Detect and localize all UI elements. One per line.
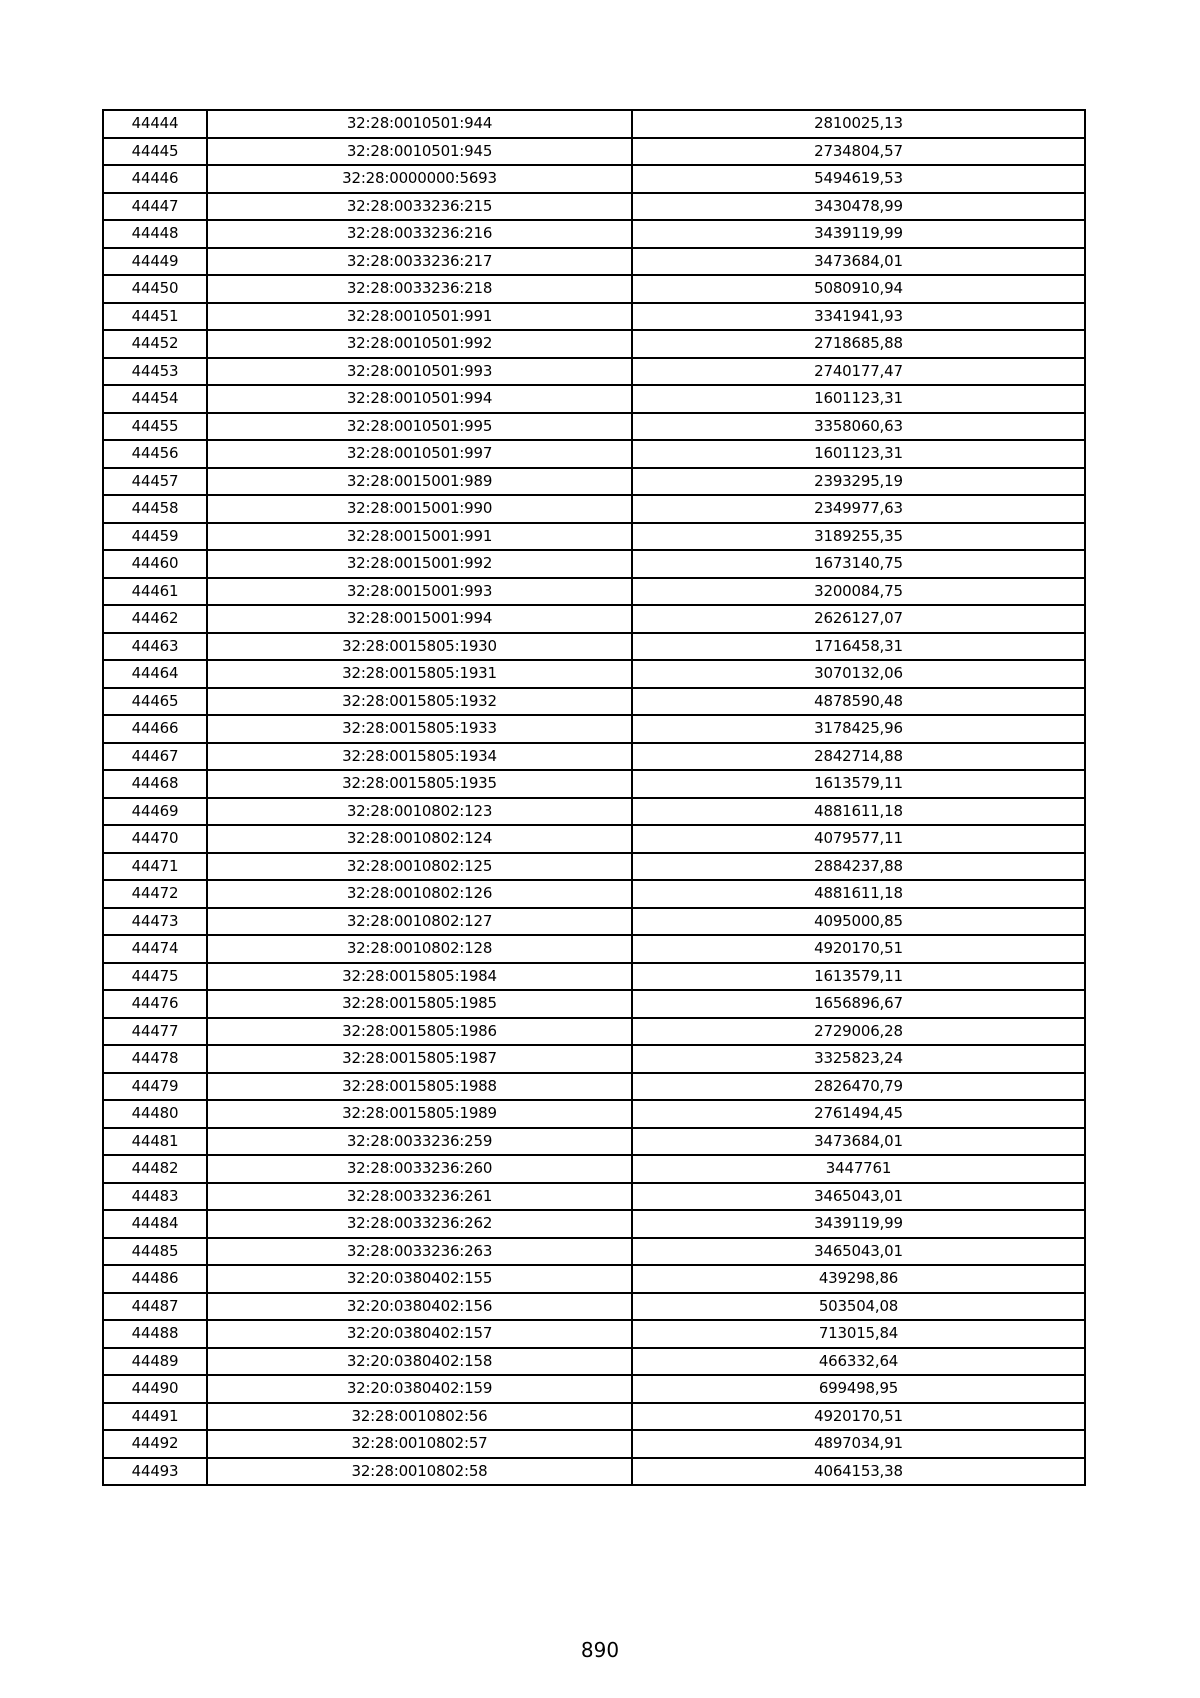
row-number-cell: 44464	[103, 660, 207, 688]
cadastral-value-cell: 1601123,31	[632, 440, 1085, 468]
table-row	[103, 743, 1085, 771]
cadastral-number-cell: 32:28:0015001:994	[207, 605, 632, 633]
table-row	[103, 1375, 1085, 1403]
cadastral-number-cell: 32:20:0380402:159	[207, 1375, 632, 1403]
cadastral-value-cell: 5494619,53	[632, 165, 1085, 193]
row-number-cell: 44466	[103, 715, 207, 743]
cadastral-number-cell: 32:28:0010501:994	[207, 385, 632, 413]
cadastral-number-cell: 32:28:0010501:944	[207, 110, 632, 138]
cadastral-value-cell: 2826470,79	[632, 1073, 1085, 1101]
table-row	[103, 110, 1085, 138]
table-row	[103, 880, 1085, 908]
row-number-cell: 44453	[103, 358, 207, 386]
cadastral-value-cell: 1656896,67	[632, 990, 1085, 1018]
cadastral-number-cell: 32:28:0015805:1935	[207, 770, 632, 798]
table-row	[103, 1073, 1085, 1101]
table-row	[103, 358, 1085, 386]
cadastral-value-cell: 5080910,94	[632, 275, 1085, 303]
cadastral-number-cell: 32:28:0033236:263	[207, 1238, 632, 1266]
page-number: 890	[580, 1638, 620, 1662]
cadastral-value-cell: 3473684,01	[632, 248, 1085, 276]
row-number-cell: 44445	[103, 138, 207, 166]
cadastral-value-cell: 3465043,01	[632, 1183, 1085, 1211]
row-number-cell: 44465	[103, 688, 207, 716]
cadastral-number-cell: 32:28:0010802:124	[207, 825, 632, 853]
row-number-cell: 44490	[103, 1375, 207, 1403]
cadastral-number-cell: 32:28:0010802:58	[207, 1458, 632, 1486]
row-number-cell: 44444	[103, 110, 207, 138]
table-row	[103, 523, 1085, 551]
table-row	[103, 1430, 1085, 1458]
row-number-cell: 44475	[103, 963, 207, 991]
cadastral-number-cell: 32:28:0033236:261	[207, 1183, 632, 1211]
cadastral-number-cell: 32:28:0015805:1931	[207, 660, 632, 688]
cadastral-number-cell: 32:28:0010501:991	[207, 303, 632, 331]
cadastral-value-cell: 3465043,01	[632, 1238, 1085, 1266]
row-number-cell: 44457	[103, 468, 207, 496]
table-row	[103, 853, 1085, 881]
table-row	[103, 1265, 1085, 1293]
cadastral-value-cell: 503504,08	[632, 1293, 1085, 1321]
table-row	[103, 468, 1085, 496]
row-number-cell: 44482	[103, 1155, 207, 1183]
row-number-cell: 44487	[103, 1293, 207, 1321]
table-row	[103, 385, 1085, 413]
cadastral-number-cell: 32:20:0380402:158	[207, 1348, 632, 1376]
cadastral-number-cell: 32:28:0010501:993	[207, 358, 632, 386]
cadastral-number-cell: 32:28:0010501:997	[207, 440, 632, 468]
cadastral-value-cell: 1601123,31	[632, 385, 1085, 413]
table-row	[103, 220, 1085, 248]
table-row	[103, 990, 1085, 1018]
cadastral-value-cell: 4920170,51	[632, 935, 1085, 963]
cadastral-value-cell: 2884237,88	[632, 853, 1085, 881]
cadastral-value-cell: 2718685,88	[632, 330, 1085, 358]
table-row	[103, 248, 1085, 276]
table-row	[103, 138, 1085, 166]
table-row	[103, 963, 1085, 991]
table-row	[103, 1155, 1085, 1183]
row-number-cell: 44447	[103, 193, 207, 221]
cadastral-number-cell: 32:28:0010802:127	[207, 908, 632, 936]
table-row	[103, 770, 1085, 798]
table-row	[103, 413, 1085, 441]
cadastral-number-cell: 32:28:0010501:945	[207, 138, 632, 166]
row-number-cell: 44469	[103, 798, 207, 826]
cadastral-number-cell: 32:28:0015805:1930	[207, 633, 632, 661]
row-number-cell: 44481	[103, 1128, 207, 1156]
row-number-cell: 44480	[103, 1100, 207, 1128]
cadastral-number-cell: 32:28:0010802:56	[207, 1403, 632, 1431]
cadastral-value-table	[102, 109, 1086, 1486]
row-number-cell: 44470	[103, 825, 207, 853]
cadastral-value-cell: 1673140,75	[632, 550, 1085, 578]
table-row	[103, 715, 1085, 743]
table-row	[103, 440, 1085, 468]
cadastral-number-cell: 32:28:0033236:260	[207, 1155, 632, 1183]
cadastral-value-cell: 3430478,99	[632, 193, 1085, 221]
row-number-cell: 44459	[103, 523, 207, 551]
table-row	[103, 1210, 1085, 1238]
row-number-cell: 44479	[103, 1073, 207, 1101]
cadastral-value-cell: 3189255,35	[632, 523, 1085, 551]
table-row	[103, 688, 1085, 716]
cadastral-number-cell: 32:28:0010802:126	[207, 880, 632, 908]
row-number-cell: 44488	[103, 1320, 207, 1348]
cadastral-value-cell: 2393295,19	[632, 468, 1085, 496]
row-number-cell: 44473	[103, 908, 207, 936]
cadastral-number-cell: 32:28:0015805:1933	[207, 715, 632, 743]
table-row	[103, 1293, 1085, 1321]
cadastral-number-cell: 32:28:0010802:125	[207, 853, 632, 881]
cadastral-number-cell: 32:28:0015001:993	[207, 578, 632, 606]
table-row	[103, 193, 1085, 221]
row-number-cell: 44463	[103, 633, 207, 661]
cadastral-value-cell: 2734804,57	[632, 138, 1085, 166]
cadastral-value-cell: 3358060,63	[632, 413, 1085, 441]
cadastral-value-cell: 3070132,06	[632, 660, 1085, 688]
cadastral-value-cell: 2842714,88	[632, 743, 1085, 771]
cadastral-value-cell: 3325823,24	[632, 1045, 1085, 1073]
cadastral-value-cell: 3473684,01	[632, 1128, 1085, 1156]
table-body	[103, 110, 1085, 1485]
row-number-cell: 44485	[103, 1238, 207, 1266]
table-row	[103, 1183, 1085, 1211]
row-number-cell: 44489	[103, 1348, 207, 1376]
table-row	[103, 1100, 1085, 1128]
row-number-cell: 44477	[103, 1018, 207, 1046]
cadastral-number-cell: 32:28:0015805:1934	[207, 743, 632, 771]
cadastral-number-cell: 32:28:0000000:5693	[207, 165, 632, 193]
cadastral-number-cell: 32:20:0380402:156	[207, 1293, 632, 1321]
cadastral-number-cell: 32:28:0010802:128	[207, 935, 632, 963]
table-row	[103, 798, 1085, 826]
cadastral-value-cell: 3200084,75	[632, 578, 1085, 606]
cadastral-value-cell: 4897034,91	[632, 1430, 1085, 1458]
table-row	[103, 908, 1085, 936]
cadastral-value-cell: 1613579,11	[632, 770, 1085, 798]
cadastral-value-cell: 4881611,18	[632, 880, 1085, 908]
row-number-cell: 44493	[103, 1458, 207, 1486]
cadastral-number-cell: 32:28:0010802:123	[207, 798, 632, 826]
table-row	[103, 330, 1085, 358]
row-number-cell: 44476	[103, 990, 207, 1018]
cadastral-number-cell: 32:28:0033236:262	[207, 1210, 632, 1238]
cadastral-value-cell: 2810025,13	[632, 110, 1085, 138]
row-number-cell: 44483	[103, 1183, 207, 1211]
cadastral-number-cell: 32:28:0015805:1988	[207, 1073, 632, 1101]
cadastral-number-cell: 32:28:0015001:990	[207, 495, 632, 523]
cadastral-value-cell: 4095000,85	[632, 908, 1085, 936]
table-row	[103, 1045, 1085, 1073]
table-row	[103, 550, 1085, 578]
cadastral-number-cell: 32:28:0015001:992	[207, 550, 632, 578]
cadastral-value-cell: 3178425,96	[632, 715, 1085, 743]
row-number-cell: 44446	[103, 165, 207, 193]
cadastral-number-cell: 32:28:0033236:218	[207, 275, 632, 303]
table-row	[103, 275, 1085, 303]
row-number-cell: 44492	[103, 1430, 207, 1458]
row-number-cell: 44448	[103, 220, 207, 248]
table-row	[103, 303, 1085, 331]
cadastral-value-cell: 466332,64	[632, 1348, 1085, 1376]
cadastral-number-cell: 32:28:0033236:215	[207, 193, 632, 221]
cadastral-value-cell: 3439119,99	[632, 1210, 1085, 1238]
cadastral-number-cell: 32:28:0010501:995	[207, 413, 632, 441]
cadastral-number-cell: 32:28:0015805:1987	[207, 1045, 632, 1073]
cadastral-number-cell: 32:28:0033236:217	[207, 248, 632, 276]
row-number-cell: 44462	[103, 605, 207, 633]
cadastral-number-cell: 32:28:0033236:259	[207, 1128, 632, 1156]
row-number-cell: 44484	[103, 1210, 207, 1238]
cadastral-value-cell: 4064153,38	[632, 1458, 1085, 1486]
cadastral-value-cell: 4079577,11	[632, 825, 1085, 853]
row-number-cell: 44467	[103, 743, 207, 771]
cadastral-value-cell: 2740177,47	[632, 358, 1085, 386]
cadastral-number-cell: 32:28:0015001:991	[207, 523, 632, 551]
cadastral-value-cell: 3341941,93	[632, 303, 1085, 331]
cadastral-value-cell: 4878590,48	[632, 688, 1085, 716]
cadastral-value-cell: 4881611,18	[632, 798, 1085, 826]
cadastral-value-cell: 2626127,07	[632, 605, 1085, 633]
table-row	[103, 1348, 1085, 1376]
cadastral-number-cell: 32:28:0015805:1984	[207, 963, 632, 991]
table-row	[103, 1458, 1085, 1486]
table-row	[103, 1238, 1085, 1266]
cadastral-value-cell: 2761494,45	[632, 1100, 1085, 1128]
cadastral-value-cell: 1716458,31	[632, 633, 1085, 661]
cadastral-number-cell: 32:28:0015805:1989	[207, 1100, 632, 1128]
row-number-cell: 44472	[103, 880, 207, 908]
cadastral-number-cell: 32:20:0380402:155	[207, 1265, 632, 1293]
cadastral-number-cell: 32:28:0015805:1986	[207, 1018, 632, 1046]
table-row	[103, 1403, 1085, 1431]
row-number-cell: 44450	[103, 275, 207, 303]
cadastral-value-cell: 3447761	[632, 1155, 1085, 1183]
table-row	[103, 495, 1085, 523]
table-row	[103, 660, 1085, 688]
cadastral-value-cell: 699498,95	[632, 1375, 1085, 1403]
row-number-cell: 44491	[103, 1403, 207, 1431]
row-number-cell: 44486	[103, 1265, 207, 1293]
table-row	[103, 1018, 1085, 1046]
row-number-cell: 44478	[103, 1045, 207, 1073]
table-row	[103, 1320, 1085, 1348]
cadastral-number-cell: 32:28:0015805:1932	[207, 688, 632, 716]
table-row	[103, 578, 1085, 606]
cadastral-value-cell: 4920170,51	[632, 1403, 1085, 1431]
cadastral-number-cell: 32:28:0033236:216	[207, 220, 632, 248]
cadastral-number-cell: 32:28:0015805:1985	[207, 990, 632, 1018]
row-number-cell: 44451	[103, 303, 207, 331]
cadastral-value-cell: 439298,86	[632, 1265, 1085, 1293]
cadastral-value-cell: 3439119,99	[632, 220, 1085, 248]
row-number-cell: 44456	[103, 440, 207, 468]
row-number-cell: 44449	[103, 248, 207, 276]
table-row	[103, 935, 1085, 963]
table-row	[103, 165, 1085, 193]
cadastral-number-cell: 32:28:0010802:57	[207, 1430, 632, 1458]
row-number-cell: 44460	[103, 550, 207, 578]
row-number-cell: 44458	[103, 495, 207, 523]
row-number-cell: 44454	[103, 385, 207, 413]
row-number-cell: 44461	[103, 578, 207, 606]
cadastral-number-cell: 32:20:0380402:157	[207, 1320, 632, 1348]
table-row	[103, 1128, 1085, 1156]
cadastral-value-cell: 2729006,28	[632, 1018, 1085, 1046]
row-number-cell: 44455	[103, 413, 207, 441]
table-row	[103, 605, 1085, 633]
table-row	[103, 825, 1085, 853]
cadastral-number-cell: 32:28:0010501:992	[207, 330, 632, 358]
row-number-cell: 44452	[103, 330, 207, 358]
cadastral-number-cell: 32:28:0015001:989	[207, 468, 632, 496]
table-row	[103, 633, 1085, 661]
row-number-cell: 44468	[103, 770, 207, 798]
row-number-cell: 44474	[103, 935, 207, 963]
row-number-cell: 44471	[103, 853, 207, 881]
cadastral-value-cell: 1613579,11	[632, 963, 1085, 991]
cadastral-value-cell: 2349977,63	[632, 495, 1085, 523]
cadastral-value-cell: 713015,84	[632, 1320, 1085, 1348]
